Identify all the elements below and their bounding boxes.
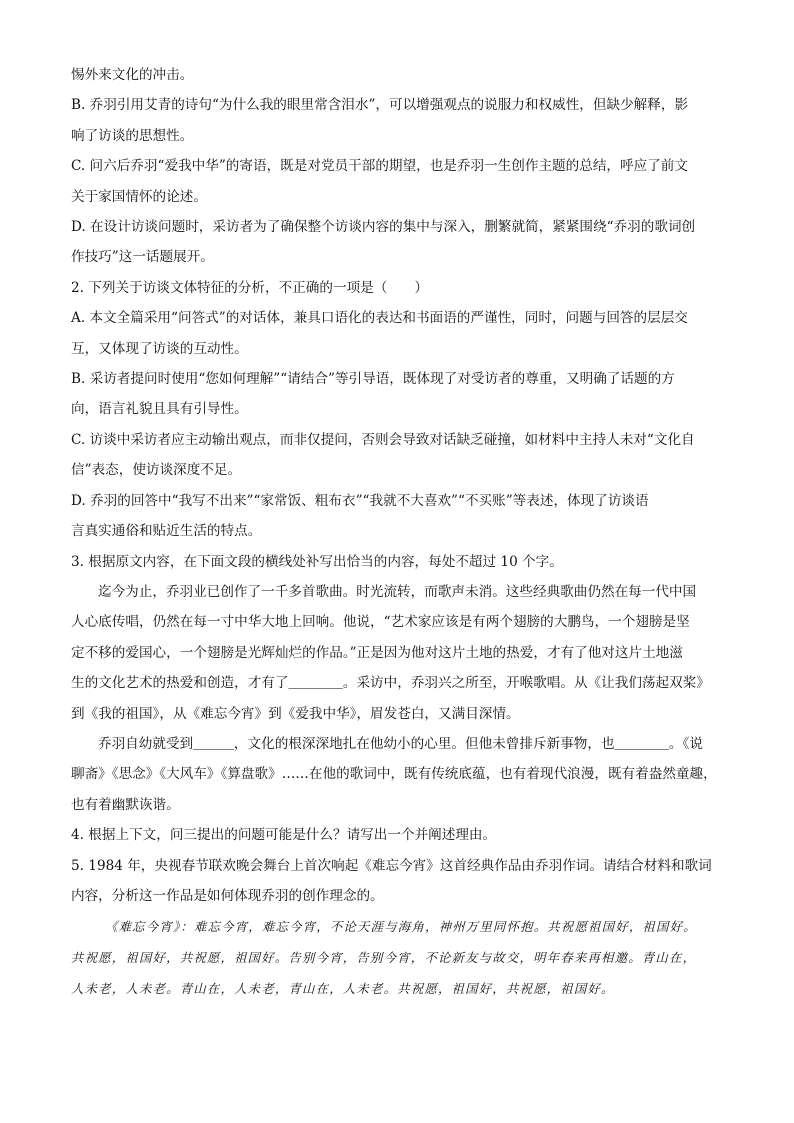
q2-option-b: B. 采访者提问时使用“您如何理解”“请结合”等引导语，既体现了对受访者的尊重，又明确了话题的方 <box>71 371 675 388</box>
q3-passage-p1-l1: 迄今为止，乔羽业已创作了一千多首歌曲。时光流转，而歌声未消。这些经典歌曲仍然在每一代中国 <box>98 583 697 600</box>
q5-stem: 5. 1984 年，央视春节联欢晚会舞台上首次响起《难忘今宵》这首经典作品由乔羽作词。请结合材料和歌词 <box>71 857 712 874</box>
lyrics-line: 人未老，人未老。青山在，人未老，青山在，人未老。共祝愿，祖国好，共祝愿，祖国好。 <box>71 981 615 997</box>
q3-passage-p2-l2: 聊斋》《思念》《大风车》《算盘歌》……在他的歌词中，既有传统底蕴，也有着现代浪漫，既有着盎然童趣， <box>71 766 717 783</box>
q5-lyrics-block <box>71 911 725 1004</box>
q1-option-b: B. 乔羽引用艾青的诗句“为什么我的眼里常含泪水”，可以增强观点的说服力和权威性，但缺少解释，影 <box>71 97 689 114</box>
q1-option-a-cont: 惕外来文化的冲击。 <box>71 67 194 83</box>
q3-stem: 3. 根据原文内容，在下面文段的横线处补写出恰当的内容，每处不超过 10 个字。 <box>71 553 563 570</box>
lyrics-line: 共祝愿，祖国好，共祝愿，祖国好。告别今宵，告别今宵，不论新友与故交，明年春来再相邀。青山在， <box>71 950 697 966</box>
q2-option-d: D. 乔羽的回答中“我写不出来”“家常饭、粗布衣”“我就不大喜欢”“不买账”等表述，体现了访谈语 <box>71 492 649 509</box>
q3-passage-p1-l4: 生的文化艺术的热爱和创造，才有了＿＿＿＿。采访中，乔羽兴之所至，开喉歌唱。从《让我们荡起双桨》 <box>71 675 710 692</box>
q2-option-b-cont: 向，语言礼貌且具有引导性。 <box>71 401 248 418</box>
q2-option-a-cont: 互，又体现了访谈的互动性。 <box>71 340 248 357</box>
q3-passage-p2-l3: 也有着幽默诙谐。 <box>71 796 180 813</box>
q2-option-d-cont: 言真实通俗和贴近生活的特点。 <box>71 523 262 540</box>
q2-option-c-cont: 信”表态，使访谈深度不足。 <box>71 462 242 479</box>
q1-option-c-cont: 关于家国情怀的论述。 <box>71 188 207 205</box>
q2-stem: 2. 下列关于访谈文体特征的分析，不正确的一项是（ ） <box>71 279 429 296</box>
lyrics-line: 《难忘今宵》：难忘今宵，难忘今宵，不论天涯与海角，神州万里同怀抱。共祝愿祖国好，祖国好。 <box>105 919 697 935</box>
q1-option-d-cont: 作技巧”这一话题展开。 <box>71 249 214 266</box>
q2-option-c: C. 访谈中采访者应主动输出观点，而非仅提问，否则会导致对话缺乏碰撞，如材料中主持人未对“文化自 <box>71 431 695 448</box>
q1-option-b-cont: 响了访谈的思想性。 <box>71 127 194 144</box>
q3-passage-p1-l5: 到《我的祖国》，从《难忘今宵》到《爱我中华》，眉发苍白，又满目深情。 <box>71 705 520 722</box>
q1-option-d: D. 在设计访谈问题时，采访者为了确保整个访谈内容的集中与深入，删繁就简，紧紧围绕“乔羽的歌词创 <box>71 219 696 236</box>
q3-passage-p2-l1: 乔羽自幼就受到＿＿＿，文化的根深深地扎在他幼小的心里。但他未曾排斥新事物，也＿＿＿＿。《说 <box>98 735 703 752</box>
q3-passage-p1-l2: 人心底传唱，仍然在每一寸中华大地上回响。他说，“艺术家应该是有两个翅膀的大鹏鸟，一个翅膀是坚 <box>71 614 690 631</box>
q4-stem: 4. 根据上下文，问三提出的问题可能是什么？请写出一个并阐述理由。 <box>71 827 497 844</box>
q2-option-a: A. 本文全篇采用“问答式”的对话体，兼具口语化的表达和书面语的严谨性，同时，问题与回答的层层交 <box>71 310 688 327</box>
q5-stem-cont: 内容，分析这一作品是如何体现乔羽的创作理念的。 <box>71 887 384 904</box>
document-page <box>71 60 725 1004</box>
q3-passage-p1-l3: 定不移的爱国心，一个翅膀是光辉灿烂的作品。”正是因为他对这片土地的热爱，才有了他对这片土地滋 <box>71 644 683 661</box>
q1-option-c: C. 问六后乔羽“爱我中华”的寄语，既是对党员干部的期望，也是乔羽一生创作主题的总结，呼应了前文 <box>71 158 688 175</box>
